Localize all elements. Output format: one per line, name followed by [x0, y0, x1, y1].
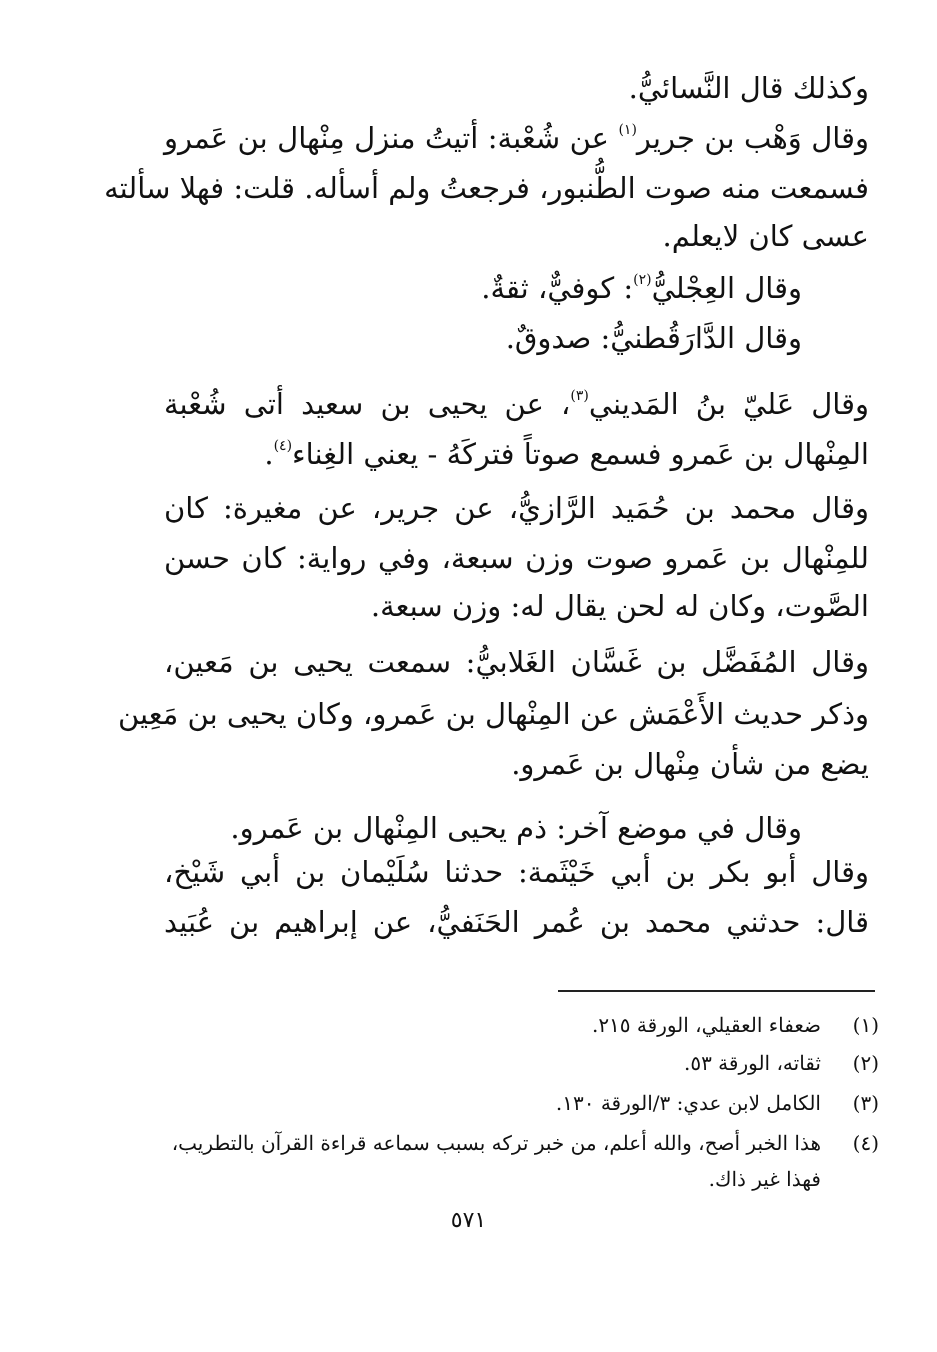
text-line: [164, 482, 869, 534]
line-text: للمِنْهال بن عَمرو صوت وزن سبعة، وفي رواية: كان حسن: [164, 541, 869, 575]
text-line: [164, 846, 869, 898]
footnote-number: (٣): [852, 1091, 879, 1115]
text-line: [164, 738, 869, 790]
line-text-after: : كوفيٌّ، ثقةٌ.: [481, 271, 634, 305]
line-text: وكذلك قال النَّسائيُّ.: [628, 71, 869, 105]
page-number: ٥٧١: [450, 1208, 487, 1233]
footnote-ref: (١): [618, 122, 637, 138]
footnote-ref: (٣): [570, 388, 589, 404]
footnote-text: ثقاته، الورقة ٥٣.: [683, 1051, 821, 1075]
line-text-after: عن شُعْبة: أتيتُ منزل مِنْهال بن عَمرو: [164, 121, 619, 155]
text-line: [97, 312, 802, 364]
line-text: يضع من شأن مِنْهال بن عَمرو.: [511, 747, 869, 781]
text-line: [164, 636, 869, 688]
footnote-text: فهذا غير ذاك.: [708, 1167, 821, 1191]
footnote-ref: (٤): [273, 438, 293, 454]
text-line: [164, 378, 869, 430]
line-text: وقال محمد بن حُمَيد الرَّازيُّ، عن جرير، عن مغيرة: كان: [164, 491, 869, 525]
footnote: [99, 1046, 879, 1080]
line-text: وقال عَليّ بنُ المَديني: [588, 387, 869, 421]
footnote-ref: (٢): [633, 272, 652, 288]
line-text: وقال الدَّارَقُطنيُّ: صدوقٌ.: [505, 321, 802, 355]
line-text-after: .: [264, 437, 274, 471]
text-line: [164, 210, 869, 262]
footnote-continuation: [41, 1162, 821, 1196]
line-text: وقال وَهْب بن جرير: [636, 121, 869, 155]
line-text-after: ، عن يحيى بن سعيد أتى شُعْبة: [164, 387, 571, 421]
text-line: [164, 62, 869, 114]
line-text: وقال العِجْليُّ: [651, 271, 802, 305]
line-text: وذكر حديث الأَعْمَش عن المِنْهال بن عَمرو، وكان يحيى بن مَعِين: [117, 697, 869, 731]
line-text: وقال في موضع آخر: ذم يحيى المِنْهال بن عَمرو.: [230, 811, 802, 845]
line-text: وقال المُفَضَّل بن غَسَّان الغَلابيُّ: سمعت يحيى بن مَعين،: [164, 645, 869, 679]
footnote-text: الكامل لابن عدي: ٣/الورقة ١٣٠.: [555, 1091, 821, 1115]
footnote-text: ضعفاء العقيلي، الورقة ٢١٥.: [591, 1013, 821, 1037]
line-text: وقال أبو بكر بن أبي خَيْثَمة: حدثنا سُلَيْمان بن أبي شَيْخ،: [164, 855, 869, 889]
footnote: [99, 1008, 879, 1042]
footnote-number: (١): [852, 1013, 879, 1037]
line-text: فسمعت منه صوت الطُّنبور، فرجعتُ ولم أسأله. قلت: فهلا سألته: [104, 171, 869, 205]
line-text: عسى كان لايعلم.: [662, 219, 869, 253]
footnote-text: هذا الخبر أصح، والله أعلم، من خبر تركه بسبب سماعه قراءة القرآن بالتطريب،: [171, 1131, 821, 1155]
text-line: [164, 896, 869, 948]
line-text: قال: حدثني محمد بن عُمر الحَنَفيُّ، عن إبراهيم بن عُبَيد: [164, 905, 869, 939]
text-line: [164, 428, 869, 480]
footnote-separator: [558, 990, 875, 992]
text-line: [164, 532, 869, 584]
footnote: [99, 1086, 879, 1120]
line-text: الصَّوت، وكان له لحن يقال له: وزن سبعة.: [370, 589, 869, 623]
footnote-number: (٤): [852, 1131, 879, 1155]
text-line: [117, 688, 869, 740]
line-text: المِنْهال بن عَمرو فسمع صوتاً فتركَهُ - يعني الغِناء: [292, 437, 869, 471]
text-line: [97, 262, 802, 314]
text-line: [164, 580, 869, 632]
text-line: [164, 112, 869, 164]
footnote: [99, 1126, 879, 1160]
text-line: [104, 162, 869, 214]
footnote-number: (٢): [852, 1051, 879, 1075]
